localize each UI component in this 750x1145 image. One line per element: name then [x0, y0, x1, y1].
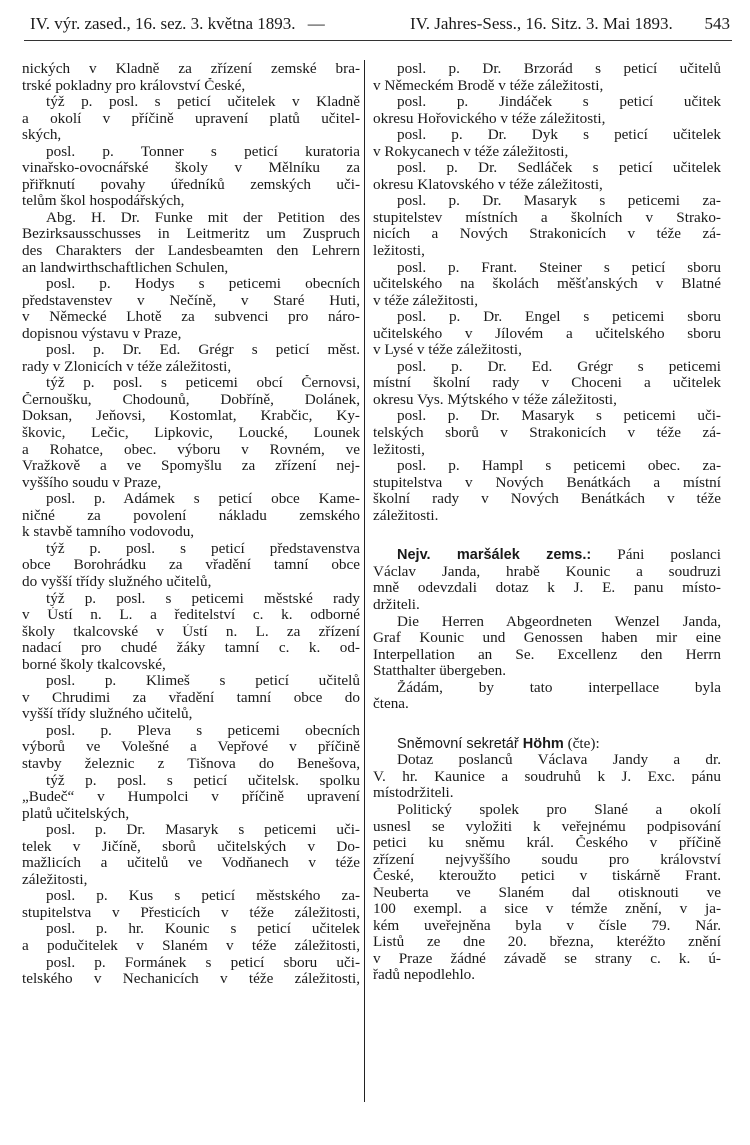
text-line: školy tkalcovské v Ústí n. L. za zřízení: [22, 623, 360, 640]
text-line: týž p. posl. s peticí učitelsk. spolku: [46, 772, 360, 789]
text-line: mně odevzdali dotaz k J. E. panu místo-: [373, 580, 721, 597]
text-line: do vyšší třídy služného učitelů,: [22, 573, 212, 590]
text-line: Die Herren Abgeordneten Wenzel Janda,: [397, 613, 721, 630]
text-line: České, kteroužto petici v tiskárně Frant.: [373, 868, 721, 885]
text-line: stupitelstva v Přesticích v téže záležitosti,: [22, 904, 360, 921]
text-line: Interpellation an Se. Excellenz den Herrn: [373, 646, 721, 663]
text-line: obce Borohrádku za vřadění tamní obce: [22, 557, 360, 574]
text-line: nadací pro chudé žáky tamní c. k. od-: [22, 640, 360, 657]
header-separator: —: [307, 14, 325, 33]
text-line: nických v Kladně za zřízení zemské bra-: [22, 61, 360, 77]
text-line: Nejv. maršálek zems.: Páni poslanci: [397, 547, 721, 564]
text-line: „Budeč“ v Humpolci v příčině upravení: [22, 789, 360, 806]
text-line: okresu Klatovského v téže záležitosti,: [373, 176, 603, 193]
text-line: petici ku sněmu král. Českého v příčině: [373, 835, 721, 852]
text-line: posl. p. hr. Kounic s peticí učitelek: [46, 921, 360, 938]
text-line: Sněmovní sekretář Höhm (čte):: [397, 735, 600, 752]
speaker-name: Nejv. maršálek zems.:: [397, 547, 592, 564]
text-line: místní školní rady v Choceni a učitelek: [373, 375, 721, 392]
text-line: posl. p. Hampl s peticemi obec. za-: [397, 458, 721, 475]
text-line: posl. p. Kus s peticí městského za-: [46, 888, 360, 905]
text-line: posl. p. Dr. Dyk s peticí učitelek: [397, 127, 721, 144]
text-line: telských sborů v Strakonicích v téže zá-: [373, 425, 721, 442]
text-line: ležitosti,: [373, 243, 425, 260]
text-line: k stavbě tamního vodovodu,: [22, 524, 195, 541]
text-line: ničné za povolení nákladu zemského: [22, 507, 360, 524]
text-line: posl. p. Dr. Masaryk s peticemi uči-: [46, 822, 360, 839]
column-divider: [364, 60, 365, 1102]
text-line: Černoušku, Chodounů, Dobříně, Dolánek,: [22, 391, 360, 408]
text-line: týž p. posl. s peticemi obcí Černovsi,: [46, 375, 360, 392]
text-line: okresu Hořovického v téže záležitosti,: [373, 110, 606, 127]
text-line: posl. p. Tonner s peticí kuratoria: [46, 143, 360, 160]
text-line: v Chrudimi za vřadění tamní obce do: [22, 689, 360, 706]
text-line: usnesl se vyložiti k veřejnému podpisování: [373, 818, 721, 835]
text-line: záležitosti,: [22, 871, 88, 888]
text-line: vinařsko-ovocnářské školy v Mělníku za: [22, 160, 360, 177]
speaker-name: Höhm: [522, 735, 564, 752]
text-line: posl. p. Klimeš s peticí učitelů: [46, 673, 360, 690]
text-line: dopisnou výstavu v Praze,: [22, 325, 182, 342]
text-line: posl. p. Dr. Masaryk s peticemi za-: [397, 193, 721, 210]
text-line: Vražkově a ve Spomyšlu za zřízení nej-: [22, 458, 360, 475]
text-line: des Charakters der Landesbeamten den Lehrern: [22, 243, 360, 260]
text-line: posl. p. Dr. Ed. Grégr s peticí měst.: [46, 342, 360, 359]
text-line: výborů ve Volešné a Vepřové v příčině: [22, 739, 360, 756]
text-line: Dotaz poslanců Václava Jandy a dr.: [397, 752, 721, 769]
header-left: [30, 14, 325, 34]
text-line: posl. p. Pleva s peticemi obecních: [46, 722, 360, 739]
page-number: 543: [704, 14, 730, 33]
text-line: stupitelstev místních a školních v Strako-: [373, 209, 721, 226]
text-line: Žádám, by tato interpellace byla: [397, 679, 721, 696]
paragraph-gap: [373, 524, 721, 547]
text-line: týž p. posl. s peticí učitelek v Kladně: [46, 94, 360, 111]
text-line: přiřknutí povahy úředníků zemských uči-: [22, 176, 360, 193]
text-line: v téže záležitosti,: [373, 292, 478, 309]
text-line: učitelského na školách měšťanských v Blatné: [373, 276, 721, 293]
text-line: a Rohatce, obec. výboru v Rovném, ve: [22, 441, 360, 458]
left-column: [22, 61, 360, 988]
text-line: Statthalter übergeben.: [373, 663, 506, 680]
text-line: představenstev v Nečíně, v Staré Huti,: [22, 292, 360, 309]
text-line: mažlicích a učitelů ve Vodňanech v téže: [22, 855, 360, 872]
text-line: posl. p. Hodys s peticemi obecních: [46, 276, 360, 293]
text-line: posl. p. Jindáček s peticí učitek: [397, 94, 721, 111]
text-line: Abg. H. Dr. Funke mit der Petition des: [46, 209, 360, 226]
text-line: telům škol hospodářských,: [22, 193, 185, 210]
text-line: záležitosti.: [373, 507, 439, 524]
text-line: školní rady v Nových Benátkách v téže: [373, 491, 721, 508]
text-line: ských,: [22, 127, 62, 144]
text-line: držiteli.: [373, 596, 420, 613]
text-line: rady v Zlonicích v téže záležitosti,: [22, 358, 232, 375]
text-line: stavby železnic z Tišnova do Benešova,: [22, 755, 360, 772]
text-line: an landwirthschaftlichen Schulen,: [22, 259, 229, 276]
text-line: Doksan, Jeňovsi, Kostomlat, Krabčic, Ky-: [22, 408, 360, 425]
text-line: týž p. posl. s peticí představenstva: [46, 540, 360, 557]
text-line: stupitelstva v Nových Benátkách a místní: [373, 474, 721, 491]
text-line: v Lysé v téže záležitosti,: [373, 342, 522, 359]
text-line: v Německé Lhotě za subvenci pro náro-: [22, 309, 360, 326]
text-line: ležitosti,: [373, 441, 425, 458]
text-line: zřízení nejvyššího soudu pro království: [373, 851, 721, 868]
header-left-text: IV. výr. zased., 16. sez. 3. května 1893.: [30, 14, 296, 33]
text-line: v Rokycanech v téže záležitosti,: [373, 143, 569, 160]
text-line: borné školy tkalcovské,: [22, 656, 166, 673]
text-line: telek v Jičíně, sborů učitelských v Do-: [22, 838, 360, 855]
text-line: a okolí v příčině upravení platů učitel-: [22, 110, 360, 127]
text-line: trské pokladny pro království České,: [22, 77, 246, 94]
right-column: [373, 61, 721, 984]
text-line: škovic, Lečic, Lipkovic, Loucké, Lounek: [22, 425, 360, 442]
text-line: posl. p. Dr. Sedláček s peticí učitelek: [397, 160, 721, 177]
text-line: a podučitelek v Slaném v téže záležitosti,: [22, 937, 360, 954]
text-line: řadů nepodlehlo.: [373, 967, 476, 984]
text-line: platů učitelských,: [22, 805, 130, 822]
text-line: posl. p. Frant. Steiner s peticí sboru: [397, 259, 721, 276]
text-line: Graf Kounic und Genossen haben mir eine: [373, 630, 721, 647]
text-line: posl. p. Dr. Engel s peticemi sboru: [397, 309, 721, 326]
text-line: Václav Janda, hrabě Kounic a soudruzi: [373, 563, 721, 580]
text-line: vyššího soudu v Praze,: [22, 474, 162, 491]
text-line: posl. p. Dr. Ed. Grégr s peticemi: [397, 358, 721, 375]
text-line: v Ústí n. L. a ředitelství c. k. odborné: [22, 607, 360, 624]
text-line: V. hr. Kaunice a soudruhů k J. Exc. pánu: [373, 768, 721, 785]
text-line: telského v Nechanicích v téže záležitosti,: [22, 971, 360, 988]
text-line: v Praze žádné závadě se strany c. k. ú-: [373, 950, 721, 967]
text-line: místodržiteli.: [373, 785, 454, 802]
text-line: posl. p. Formánek s peticí sboru uči-: [46, 954, 360, 971]
text-line: kém uveřejněna byla v čísle 79. Nár.: [373, 917, 721, 934]
header-right: IV. Jahres-Sess., 16. Sitz. 3. Mai 1893.: [410, 14, 673, 33]
text-line: v Německém Brodě v téže záležitosti,: [373, 77, 604, 94]
text-line: Bezirksausschusses in Leitmeritz um Zuspruch: [22, 226, 360, 243]
text-line: Politický spolek pro Slané a okolí: [397, 801, 721, 818]
text-line: nicích a Nových Strakonicích v téže zá-: [373, 226, 721, 243]
text-line: 100 exempl. a sice v témže znění, v ja-: [373, 901, 721, 918]
text-line: posl. p. Adámek s peticí obce Kame-: [46, 491, 360, 508]
running-header: [30, 10, 730, 38]
text-line: týž p. posl. s peticemi městské rady: [46, 590, 360, 607]
text-line: okresu Vys. Mýtského v téže záležitosti,: [373, 391, 617, 408]
header-rule: [24, 40, 732, 41]
text-line: vyšší třídy služného učitelů,: [22, 706, 193, 723]
paragraph-gap: [373, 713, 721, 736]
text-line: Neuberta ve Slaném dal otisknouti ve: [373, 884, 721, 901]
text-line: Listů ze dne 20. března, kteréžto znění: [373, 934, 721, 951]
text-line: posl. p. Dr. Masaryk s peticemi uči-: [397, 408, 721, 425]
text-line: učitelského v Jílovém a učitelského sboru: [373, 325, 721, 342]
text-line: čtena.: [373, 696, 409, 713]
text-line: posl. p. Dr. Brzorád s peticí učitelů: [397, 61, 721, 77]
